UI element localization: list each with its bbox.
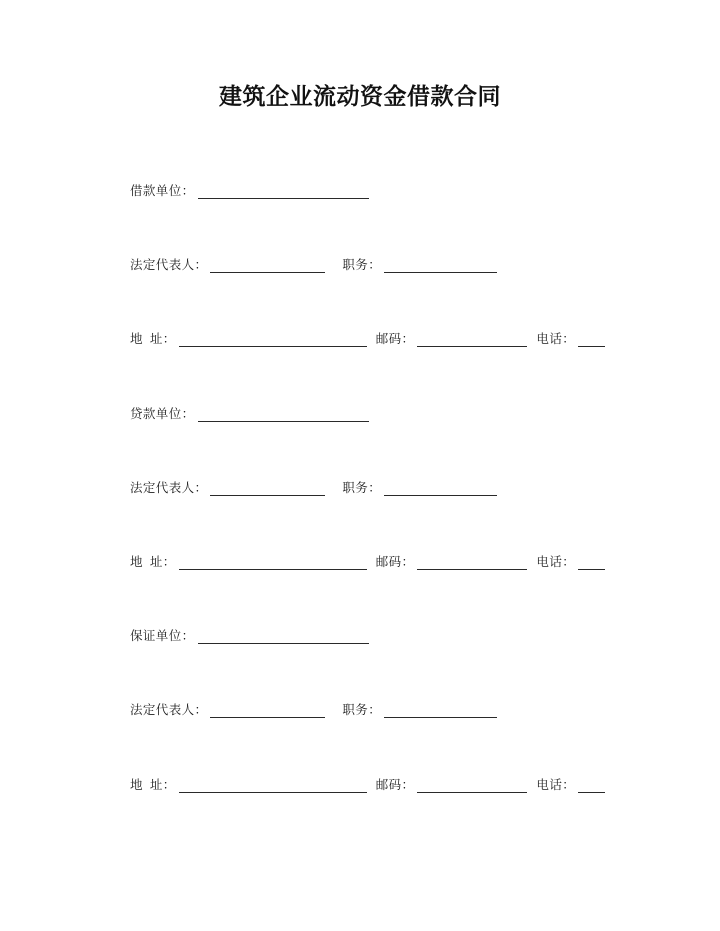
lender-position-input[interactable] xyxy=(384,482,497,496)
row-borrower-unit xyxy=(130,183,620,257)
guarantor-address-input[interactable] xyxy=(179,779,367,793)
guarantor-telephone-label: 电话： xyxy=(536,776,576,792)
row-lender-representative xyxy=(130,480,620,554)
lender-telephone-label: 电话： xyxy=(536,553,576,569)
borrower-telephone-input[interactable] xyxy=(578,333,605,347)
borrower-unit-input[interactable] xyxy=(198,185,369,199)
lender-postal-label: 邮码： xyxy=(375,553,415,569)
lender-unit-input[interactable] xyxy=(198,408,369,422)
lender-telephone-input[interactable] xyxy=(578,556,605,570)
guarantor-representative-input[interactable] xyxy=(210,704,325,718)
borrower-address-label xyxy=(130,331,176,347)
row-guarantor-address xyxy=(130,777,620,851)
guarantor-address-label xyxy=(130,777,176,793)
guarantor-postal-label: 邮码： xyxy=(375,776,415,792)
guarantor-postal-input[interactable] xyxy=(417,779,527,793)
lender-unit-label: 贷款单位： xyxy=(130,405,195,421)
lender-postal-input[interactable] xyxy=(417,556,527,570)
borrower-postal-label: 邮码： xyxy=(375,331,415,347)
borrower-representative-label: 法定代表人： xyxy=(130,257,208,273)
row-borrower-address xyxy=(130,331,620,405)
borrower-postal-input[interactable] xyxy=(417,333,527,347)
guarantor-position-input[interactable] xyxy=(384,704,497,718)
guarantor-telephone-input[interactable] xyxy=(578,779,605,793)
guarantor-unit-input[interactable] xyxy=(198,630,369,644)
borrower-position-input[interactable] xyxy=(384,259,497,273)
lender-address-label xyxy=(130,554,176,570)
contract-party-form xyxy=(130,183,620,851)
borrower-position-label: 职务： xyxy=(342,257,382,273)
lender-address-label-char2: 址： xyxy=(149,553,176,569)
guarantor-unit-label: 保证单位： xyxy=(130,628,195,644)
guarantor-position-label: 职务： xyxy=(342,702,382,718)
page-title: 建筑企业流动资金借款合同 xyxy=(219,84,501,110)
lender-position-label: 职务： xyxy=(342,479,382,495)
borrower-address-label-char2: 址： xyxy=(149,331,176,347)
guarantor-representative-label: 法定代表人： xyxy=(130,702,208,718)
lender-address-input[interactable] xyxy=(179,556,367,570)
row-guarantor-unit xyxy=(130,628,620,702)
row-guarantor-representative xyxy=(130,702,620,776)
borrower-representative-input[interactable] xyxy=(210,259,325,273)
lender-address-label-char1: 地 xyxy=(130,553,143,569)
borrower-address-label-char1: 地 xyxy=(130,331,143,347)
row-lender-unit xyxy=(130,406,620,480)
guarantor-address-label-char2: 址： xyxy=(149,776,176,792)
lender-representative-label: 法定代表人： xyxy=(130,479,208,495)
row-borrower-representative xyxy=(130,257,620,331)
borrower-address-input[interactable] xyxy=(179,333,367,347)
borrower-telephone-label: 电话： xyxy=(536,331,576,347)
borrower-unit-label: 借款单位： xyxy=(130,183,195,198)
lender-representative-input[interactable] xyxy=(210,482,325,496)
row-lender-address xyxy=(130,554,620,628)
guarantor-address-label-char1: 地 xyxy=(130,776,143,792)
